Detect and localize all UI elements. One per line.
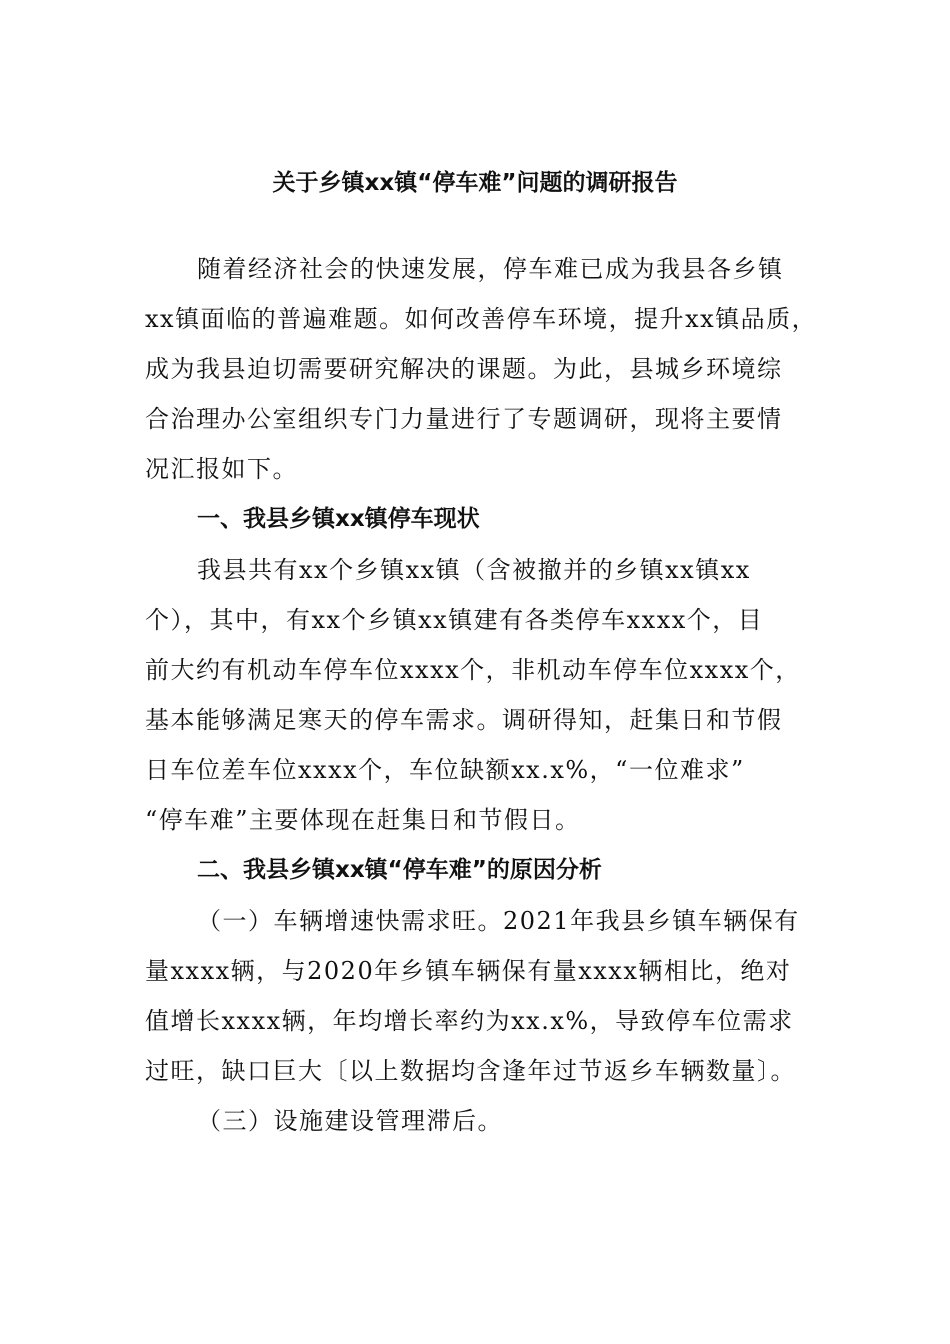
section2-line: 值增长xxxx辆，年均增长率约为xx.x%，导致停车位需求 <box>145 1007 794 1035</box>
section2-line: （三）设施建设管理滞后。 <box>197 1107 503 1135</box>
intro-line: 合治理办公室组织专门力量进行了专题调研，现将主要情 <box>145 405 783 433</box>
section-heading-1: 一、我县乡镇xx镇停车现状 <box>197 506 480 532</box>
section1-line: 基本能够满足寒天的停车需求。调研得知，赶集日和节假 <box>145 706 783 734</box>
section1-line: 前大约有机动车停车位xxxx个，非机动车停车位xxxx个， <box>145 656 801 684</box>
section2-line: （一）车辆增速快需求旺。2021年我县乡镇车辆保有 <box>197 907 800 935</box>
section2-line: 量xxxx辆，与2020年乡镇车辆保有量xxxx辆相比，绝对 <box>145 957 792 985</box>
document-title: 关于乡镇xx镇“停车难”问题的调研报告 <box>272 170 678 196</box>
section2-line: 过旺，缺口巨大〔以上数据均含逢年过节返乡车辆数量〕。 <box>145 1057 796 1085</box>
intro-line: 成为我县迫切需要研究解决的课题。为此，县城乡环境综 <box>145 355 783 383</box>
section1-line: 我县共有xx个乡镇xx镇（含被撤并的乡镇xx镇xx <box>197 556 751 584</box>
intro-line: xx镇面临的普遍难题。如何改善停车环境，提升xx镇品质， <box>145 305 818 333</box>
section1-line: “停车难”主要体现在赶集日和节假日。 <box>145 806 581 834</box>
intro-line: 况汇报如下。 <box>145 455 298 483</box>
intro-line: 随着经济社会的快速发展，停车难已成为我县各乡镇 <box>197 255 784 283</box>
section1-line: 个），其中，有xx个乡镇xx镇建有各类停车xxxx个，目 <box>145 606 764 634</box>
section1-line: 日车位差车位xxxx个，车位缺额xx.x%，“一位难求” <box>145 756 745 784</box>
section-heading-2: 二、我县乡镇xx镇“停车难”的原因分析 <box>197 857 602 883</box>
